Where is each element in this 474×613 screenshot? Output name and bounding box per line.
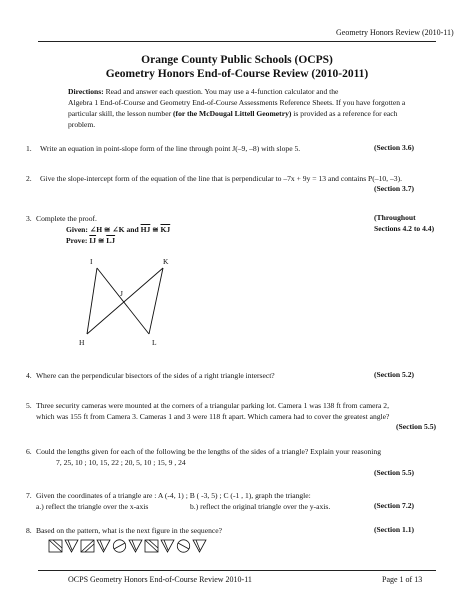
- question-4-text: Where can the perpendicular bisectors of the sides of a right triangle intersect?: [36, 371, 275, 380]
- pattern-figure-10: [193, 540, 206, 552]
- question-7-section: (Section 7.2): [374, 501, 415, 510]
- question-1-number: 1.: [26, 144, 32, 153]
- given-angles: ∠H ≅ ∠K: [89, 225, 125, 234]
- proof-given: Given: ∠H ≅ ∠K and $\overline{HJ}$ ≅ $\overline{KJ}$: [66, 225, 171, 234]
- pattern-figure-7: [145, 540, 158, 552]
- question-7-number: 7.: [26, 491, 32, 500]
- directions-line1: Directions: Read and answer each question. You may use a 4-function calculator and the: [68, 87, 339, 96]
- directions-line3: particular skill, the lesson number (for the McDougal Littell Geometry) is provided as a reference for each: [68, 109, 398, 118]
- segment-ih: [87, 268, 97, 334]
- prove-label: Prove:: [66, 236, 88, 245]
- pattern-figure-8: [161, 540, 174, 552]
- question-7-line2a: a.) reflect the triangle over the x-axis: [36, 502, 149, 511]
- question-1-section: (Section 3.6): [374, 143, 415, 152]
- point-label-k: K: [163, 257, 169, 266]
- directions-line2: Algebra 1 End-of-Course and Geometry End-of-Course Assessments Reference Sheets. If you have forgotten a: [68, 98, 406, 107]
- pattern-figure-2: [65, 540, 78, 552]
- running-header: Geometry Honors Review (2010-11): [336, 28, 454, 37]
- given-segment-kj: $\overline{KJ}$: [160, 225, 171, 234]
- question-2-text: Give the slope-intercept form of the equation of the line that is perpendicular to –7x + 9y = 13 and contains P(–10, –3).: [40, 174, 403, 183]
- point-label-h: H: [79, 338, 85, 347]
- pattern-figure-9: [177, 540, 189, 552]
- question-5-number: 5.: [26, 401, 32, 410]
- question-2-section: (Section 3.7): [374, 184, 415, 193]
- question-5-line1: Three security cameras were mounted at the corners of a triangular parking lot. Camera 1 was 138 ft from camera 2,: [36, 401, 389, 410]
- proof-figure: [70, 254, 190, 350]
- question-5-line2: which was 155 ft from Camera 3. Cameras 1 and 3 were 118 ft apart. Which camera had to cover the greatest angle?: [36, 412, 390, 421]
- pattern-figure-5: [113, 540, 125, 552]
- footer-rule: [38, 570, 436, 571]
- point-label-i: I: [90, 257, 93, 266]
- question-3-number: 3.: [26, 214, 32, 223]
- question-4-number: 4.: [26, 371, 32, 380]
- footer-left: OCPS Geometry Honors End-of-Course Review 2010-11: [68, 575, 252, 584]
- pattern-figure-4: [97, 540, 110, 552]
- question-3-section-line2: Sections 4.2 to 4.4): [374, 224, 435, 233]
- question-8-section: (Section 1.1): [374, 525, 415, 534]
- question-6-line2: 7, 25, 10 ; 10, 15, 22 ; 20, 5, 10 ; 15, 9 , 24: [56, 458, 186, 467]
- directions-label: Directions:: [68, 87, 104, 96]
- segment-il: [97, 268, 149, 334]
- question-5-section: (Section 5.5): [396, 422, 437, 431]
- proof-prove: Prove: $\overline{IJ}$ ≅ $\overline{LJ}$: [66, 236, 116, 245]
- point-label-l: L: [152, 338, 157, 347]
- question-6-number: 6.: [26, 447, 32, 456]
- segment-hk: [87, 268, 163, 334]
- given-segment-hj: $\overline{HJ}$: [140, 225, 151, 234]
- question-4-section: (Section 5.2): [374, 370, 415, 379]
- directions-line4: problem.: [68, 120, 96, 129]
- prove-segment-ij: $\overline{IJ}$: [89, 236, 97, 245]
- question-8-text: Based on the pattern, what is the next figure in the sequence?: [36, 526, 222, 535]
- question-6-line1: Could the lengths given for each of the following be the lengths of the sides of a triangle? Explain your reasoning: [36, 447, 382, 456]
- pattern-sequence: [48, 538, 218, 554]
- question-7-line1: Given the coordinates of a triangle are : A (-4, 1) ; B ( -3, 5) ; C (-1 , 1), graph the triangle:: [36, 491, 311, 500]
- question-8-number: 8.: [26, 526, 32, 535]
- prove-segment-lj: $\overline{LJ}$: [106, 236, 116, 245]
- question-7-line2b: b.) reflect the original triangle over the y-axis.: [190, 502, 331, 511]
- document-title-line2: Geometry Honors End-of-Course Review (2010-2011): [105, 68, 369, 80]
- question-1-text: Write an equation in point-slope form of the line through point J(–9, –8) with slope 5.: [40, 144, 301, 153]
- question-6-section: (Section 5.5): [374, 468, 415, 477]
- pattern-figure-3: [81, 540, 94, 552]
- question-3-text: Complete the proof.: [36, 214, 97, 223]
- document-title-line1: Orange County Public Schools (OCPS): [141, 54, 333, 66]
- pattern-figure-1: [49, 540, 62, 552]
- point-label-j: J: [120, 289, 123, 298]
- header-rule: [38, 41, 436, 42]
- pattern-figure-6: [129, 540, 142, 552]
- given-label: Given:: [66, 225, 88, 234]
- footer-page-number: Page 1 of 13: [382, 575, 423, 584]
- question-3-section-line1: (Throughout: [374, 213, 416, 222]
- question-2-number: 2.: [26, 174, 32, 183]
